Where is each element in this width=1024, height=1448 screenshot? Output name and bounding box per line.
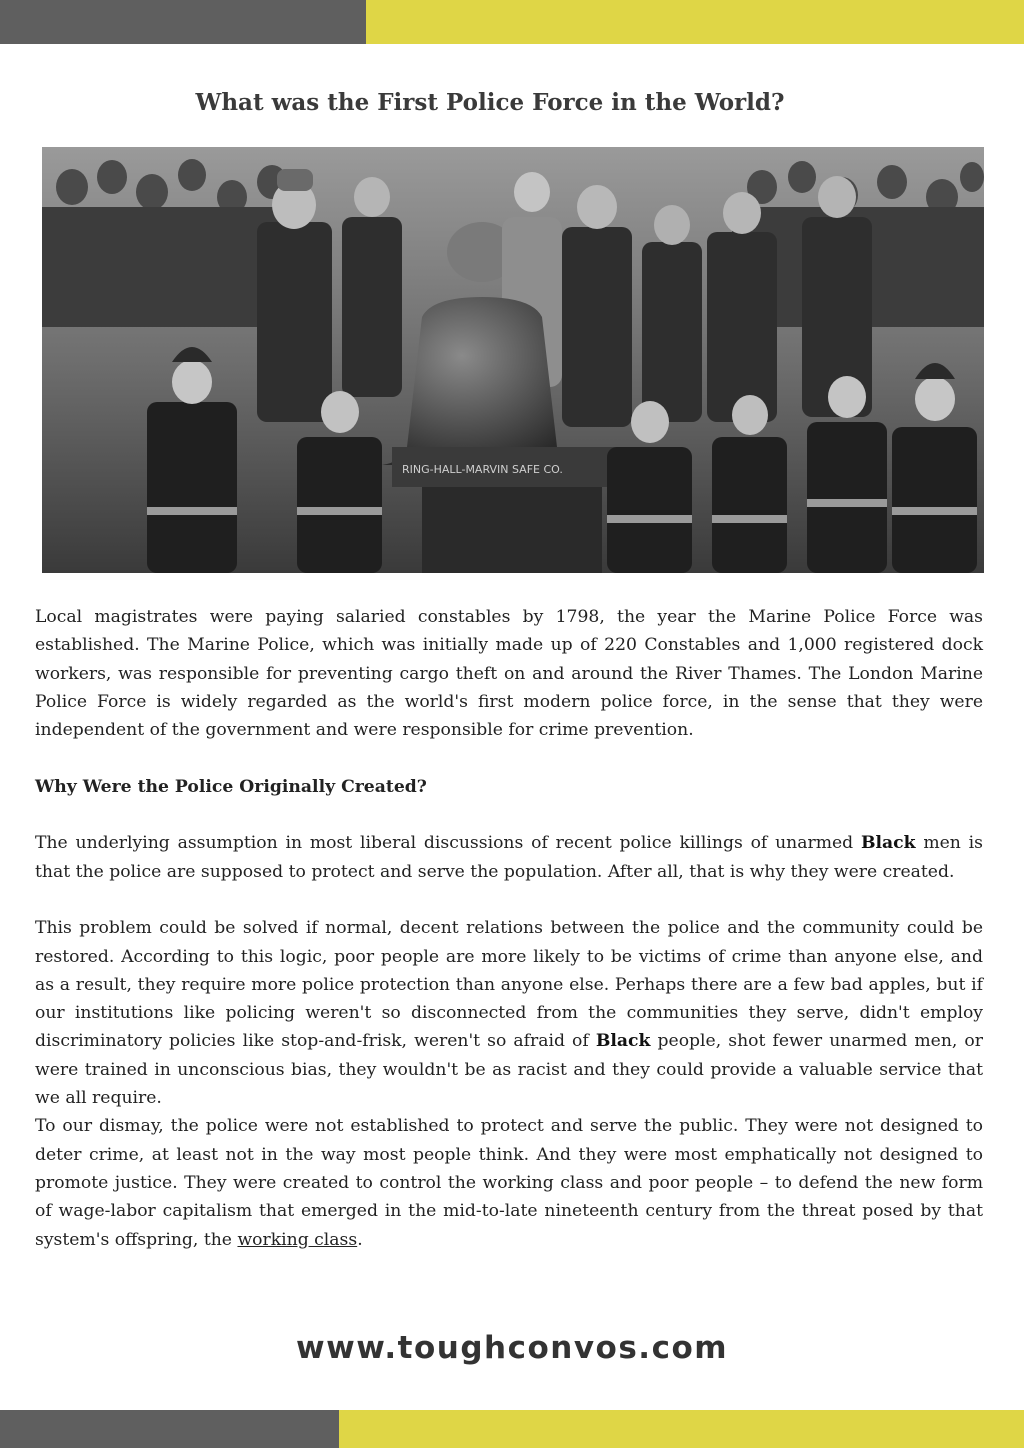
bottom-band-yellow bbox=[339, 1410, 1024, 1448]
historical-police-photo bbox=[42, 147, 984, 573]
paragraph-dismay bbox=[35, 1112, 983, 1253]
bold-term: Black bbox=[860, 833, 916, 854]
bell-inscription: RING-HALL-MARVIN SAFE CO. bbox=[402, 463, 563, 476]
paragraph-text: men is that the police are supposed to protect and serve the population. After all, that is why they were created. bbox=[35, 833, 983, 882]
top-band-yellow bbox=[366, 0, 1024, 44]
section-heading: Why Were the Police Originally Created? bbox=[35, 776, 427, 797]
paragraph-marine-police: Local magistrates were paying salaried constables by 1798, the year the Marine Police Force was established. The Marine Police, which was initially made up of 220 Constables and 1,000 registered dock workers, was responsible for preventing cargo theft on and around the River Thames. The London Marine Police Force is widely regarded as the world's first modern police force, in the sense that they were independent of the government and were responsible for crime prevention. bbox=[35, 607, 983, 741]
article-body bbox=[35, 603, 983, 1254]
top-band-dark bbox=[0, 0, 366, 44]
working-class-link[interactable]: working class bbox=[237, 1229, 358, 1250]
paragraph-problem bbox=[35, 914, 983, 1112]
bold-term: Black bbox=[595, 1031, 651, 1052]
paragraph-text: To our dismay, the police were not established to protect and serve the public. They were not designed to deter crime, at least not in the way most people think. And they were most emphatically not designed to promote justice. They were created to control the working class and poor people – to defend the new form of wage-labor capitalism that emerged in the mid-to-late nineteenth century from the threat posed by that system's offspring, the bbox=[35, 1116, 983, 1250]
paragraph-text: This problem could be solved if normal, decent relations between the police and the community could be restored. According to this logic, poor people are more likely to be victims of crime than anyone else, and as a result, they require more police protection than anyone else. Perhaps there are a few bad apples, but if our institutions like policing weren't so disconnected from the communities they serve, didn't employ discriminatory policies like stop-and-frisk, weren't so afraid of bbox=[35, 918, 983, 1052]
paragraph-text: . bbox=[357, 1229, 363, 1250]
footer-website-url[interactable]: www.toughconvos.com bbox=[295, 1330, 729, 1366]
bottom-band-dark bbox=[0, 1410, 339, 1448]
page-title: What was the First Police Force in the World? bbox=[195, 89, 785, 116]
paragraph-text: people, shot fewer unarmed men, or were trained in unconscious bias, they wouldn't be as racist and they could provide a valuable service that we all require. bbox=[35, 1031, 984, 1109]
paragraph-text: The underlying assumption in most liberal discussions of recent police killings of unarmed bbox=[35, 833, 861, 854]
paragraph-assumption bbox=[35, 829, 983, 886]
